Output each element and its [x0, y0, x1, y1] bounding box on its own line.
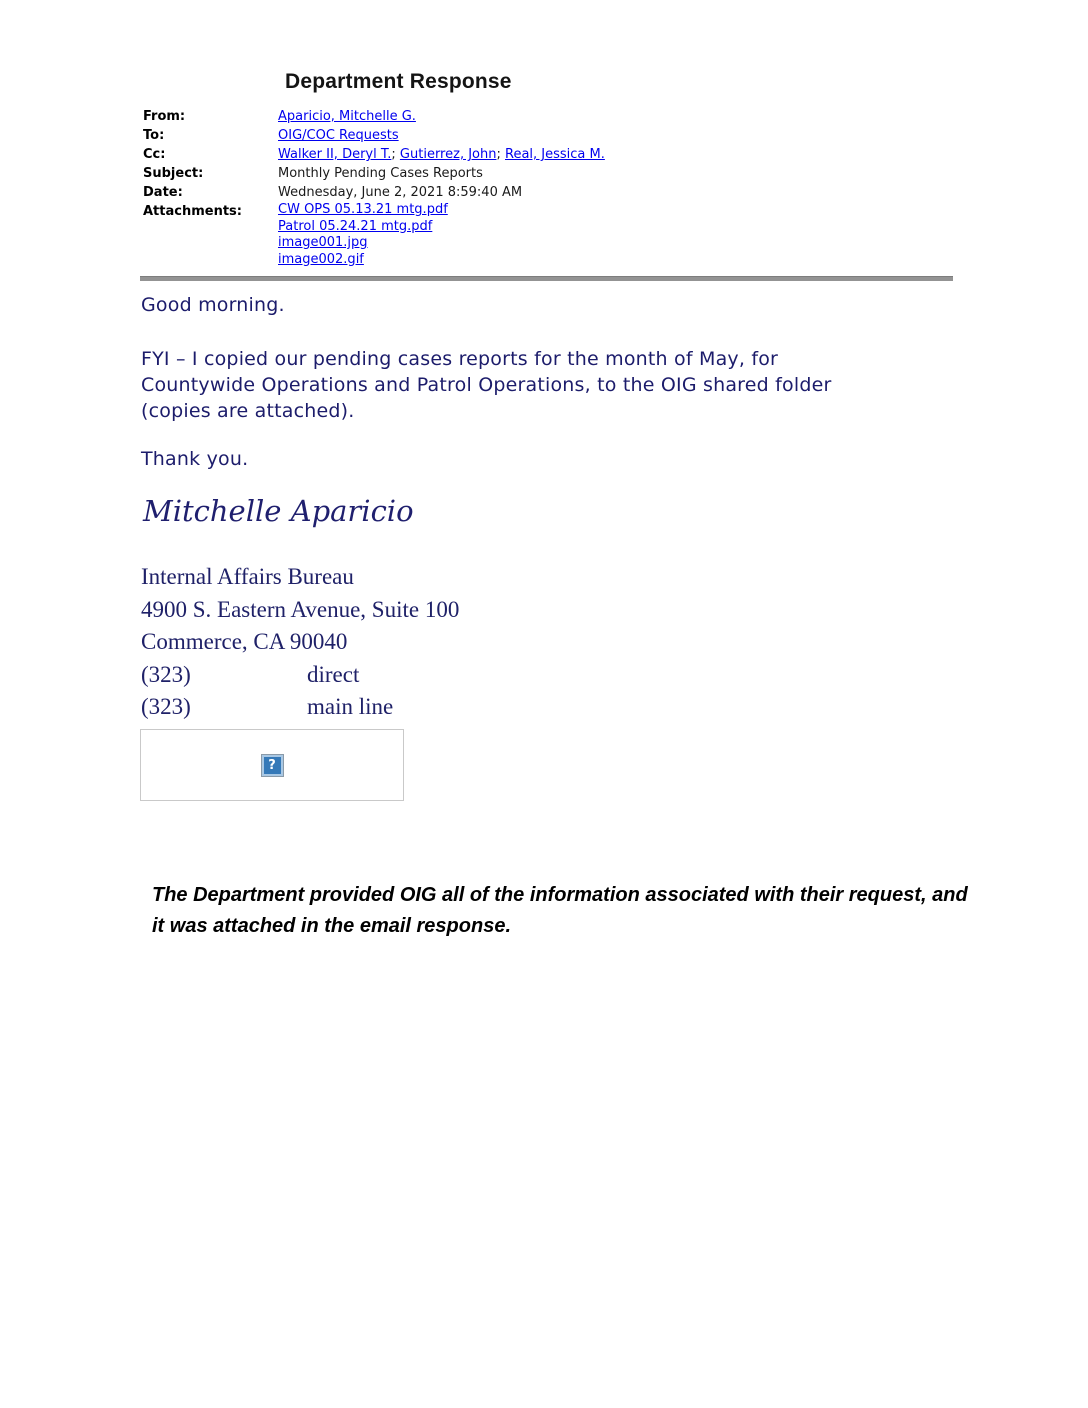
attachments-label: Attachments:	[143, 204, 242, 219]
greeting-text: Good morning.	[141, 294, 285, 316]
body-paragraph	[141, 346, 832, 424]
cc-recipient-link-1[interactable]: Walker II, Deryl T.	[278, 147, 392, 162]
signature-name: Mitchelle Aparicio	[143, 494, 414, 528]
from-sender-link[interactable]: Aparicio, Mitchelle G.	[278, 109, 416, 124]
from-row	[143, 107, 605, 126]
phone-direct-number: (323)	[141, 661, 191, 687]
attachments-row	[143, 202, 605, 268]
paragraph-line: (copies are attached).	[141, 400, 355, 422]
from-label: From:	[143, 109, 186, 124]
missing-image-placeholder	[140, 729, 404, 801]
org-name: Internal Affairs Bureau	[141, 564, 354, 589]
date-value: Wednesday, June 2, 2021 8:59:40 AM	[278, 185, 523, 200]
annotation-text	[152, 880, 968, 942]
to-label: To:	[143, 128, 165, 143]
cc-separator: ;	[496, 147, 505, 162]
to-row	[143, 126, 605, 145]
cc-separator: ;	[391, 147, 400, 162]
page-title: Department Response	[285, 70, 512, 93]
signature-address-block	[141, 561, 459, 724]
cc-row	[143, 145, 605, 164]
email-header	[143, 107, 605, 268]
annotation-line: it was attached in the email response.	[152, 915, 512, 937]
date-row	[143, 183, 605, 202]
attachment-link-3[interactable]: image001.jpg	[278, 235, 368, 250]
header-divider	[140, 276, 953, 281]
phone-direct-label: direct	[307, 661, 360, 687]
cc-label: Cc:	[143, 147, 166, 162]
address-line-2: Commerce, CA 90040	[141, 629, 348, 654]
to-recipient-link[interactable]: OIG/COC Requests	[278, 128, 399, 143]
subject-row	[143, 164, 605, 183]
cc-recipient-link-2[interactable]: Gutierrez, John	[399, 147, 497, 162]
subject-value: Monthly Pending Cases Reports	[278, 166, 483, 181]
paragraph-line: FYI – I copied our pending cases reports for the month of May, for	[141, 348, 779, 370]
phone-main-label: main line	[307, 694, 394, 719]
paragraph-line: Countywide Operations and Patrol Operations, to the OIG shared folder	[141, 374, 832, 396]
address-line-1: 4900 S. Eastern Avenue, Suite 100	[141, 596, 460, 622]
date-label: Date:	[143, 185, 183, 200]
broken-image-icon	[262, 755, 283, 776]
question-mark-glyph: ?	[268, 757, 276, 773]
annotation-line: The Department provided OIG all of the information associated with their request, and	[152, 884, 968, 906]
attachments-list	[278, 202, 448, 268]
attachment-link-1[interactable]: CW OPS 05.13.21 mtg.pdf	[278, 202, 448, 217]
thanks-text: Thank you.	[141, 448, 249, 470]
cc-recipient-link-3[interactable]: Real, Jessica M.	[505, 147, 605, 162]
attachment-link-2[interactable]: Patrol 05.24.21 mtg.pdf	[278, 218, 433, 234]
subject-label: Subject:	[143, 166, 204, 181]
attachment-link-4[interactable]: image002.gif	[278, 251, 364, 267]
phone-main-row	[141, 691, 459, 724]
phone-direct-row	[141, 659, 459, 692]
phone-main-number: (323)	[141, 694, 191, 719]
